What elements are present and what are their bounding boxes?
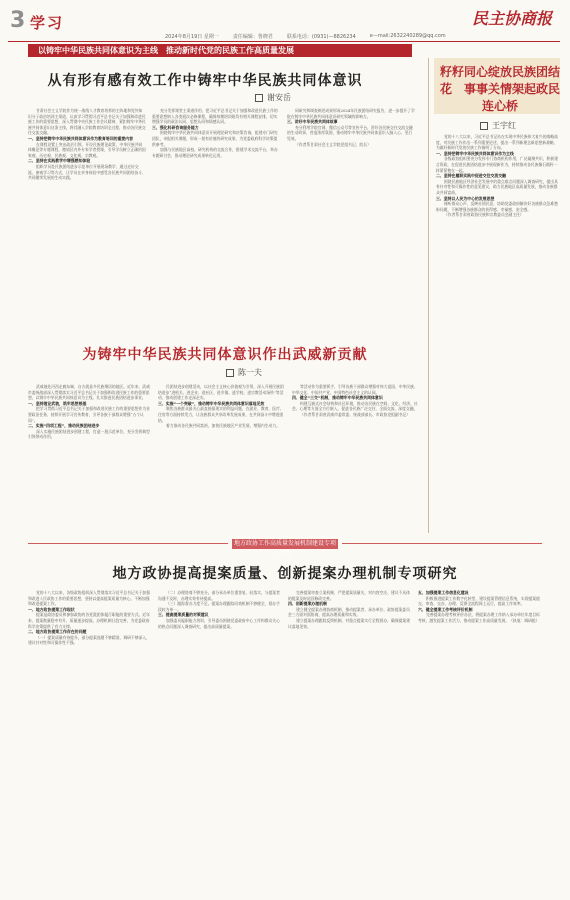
article1-author: 谢安岳	[267, 93, 291, 102]
body-paragraph: （三）跟踪督办力度不足。提案办理跟踪问效机制不够健全，督办手段较为单一。	[158, 601, 280, 612]
body-paragraph: 武威地处河西走廊东端，自古就是多民族聚居的地区。近年来，武威市委统战部深入贯彻落实习近平总书记关于加强和改进民族工作的重要思想，以铸牢中华民族共同体意识为主线，扎实推进民族团结进步事业。	[28, 384, 150, 401]
section-name: 学习	[30, 14, 65, 32]
body-paragraph: 构建互嵌式社会结构和社区环境，推动各民族在空间、文化、经济、社会、心理等方面全方位嵌入，促进各民族广泛交往、全面交流、深度交融。	[292, 400, 418, 412]
body-paragraph: 党的十八大以来，各级政协组织深入贯彻落实习近平总书记关于加强和改进人民政协工作的重要思想，坚持以提高提案质量为核心，不断加强和改进提案工作。	[28, 590, 150, 607]
article3-col3	[288, 590, 412, 890]
body-paragraph: 建立健全提案办理协商机制，推动提案者、承办单位、政协提案委员会三方面对面协商，提高办理质量和实效。	[288, 606, 410, 618]
section-heading: 一、地方政协提案工作现状	[28, 606, 75, 612]
byline-square-icon	[480, 122, 488, 130]
phone: 联系电话：(0931)—8826234	[286, 34, 356, 40]
article1-col2	[152, 108, 280, 336]
body-paragraph: 完善提案审查立案机制，严把提案质量关，对内容空泛、建议不具体的提案及时退回修改完善。	[288, 590, 410, 601]
byline-square-icon	[226, 369, 234, 377]
byline-square-icon	[255, 94, 263, 102]
body-paragraph: 围绕铸牢中华民族共同体意识开展理论研究和决策咨询，组建专门研究团队，申报相关课题，形成一批有价值的研究成果，为党委政府科学决策提供参考。	[152, 130, 278, 147]
body-paragraph: （作者系甘肃省政协民族和宗教委员会副主任）	[444, 212, 524, 218]
body-paragraph: 组织学员赴民族团结进步示范单位开展现场教学，通过走访交流、参观学习等方式，让学员在亲身体验中感受各民族共同团结奋斗、共同繁荣发展的生动实践。	[28, 163, 146, 181]
section-heading: 三、强化科研咨询服务能力	[152, 124, 199, 130]
article1-byline	[255, 92, 291, 103]
article3-col2	[158, 590, 282, 890]
body-paragraph: （一）提案质量有待提升。部分提案选题不够精准，调研不够深入，建议针对性和可操作性不强。	[28, 634, 150, 646]
topic-banner: 以铸牢中华民族共同体意识为主线 推动新时代党的民族工作高质量发展	[28, 44, 412, 57]
page-number: 3	[10, 8, 26, 33]
article2-byline	[226, 367, 262, 378]
body-paragraph: 加强与民族地区高校、研究机构的交流合作，搭建学术交流平台，举办专题研讨会，推动理论研究成果转化运用。	[152, 147, 278, 158]
article2-col2	[158, 384, 286, 532]
sidebar-title: 籽籽同心绽放民族团结花 事事关情架起政民连心桥	[440, 65, 561, 113]
section-heading: 二、坚持在实践教学中增强感知体验	[28, 158, 91, 164]
article2-col3	[292, 384, 420, 532]
sidebar-body	[436, 134, 560, 532]
band-rule-left	[28, 543, 228, 544]
body-paragraph: 党的十八大以来，习近平总书记站在实现中华民族伟大复兴的战略高度，对民族工作作出一系列重要论述，提出一系列新理念新思想新战略，为做好新时代党的民族工作指明了方向。	[436, 134, 558, 151]
article1-col1	[28, 108, 146, 336]
section-heading: 三、提高提案质量的对策建议	[158, 612, 209, 618]
body-paragraph: 充分发挥课堂主渠道作用，把习近平总书记关于加强和改进民族工作的重要思想纳入各类班次必修课程，确保每期培训班均有相关课程安排，切实增强学员的政治认同、思想认同和情感认同。	[152, 108, 278, 125]
masthead-logo: 民主协商报	[471, 9, 552, 28]
header-rule	[8, 41, 560, 42]
body-paragraph: 甘肃社会主义学院作为统一战线人才教育培养的主阵地和党外知识分子政治培训主渠道，认真学习贯彻习近平总书记关于加强和改进民族工作的重要思想，深入贯彻中央民族工作会议精神，紧扣铸牢中华民族共同体意识这条主线，将其融入学院教育培训全过程，推动各民族交往交流交融。	[28, 108, 146, 136]
meta-bar	[165, 33, 540, 40]
section-heading: 二、坚持在履职实践中促进交往交流交融	[436, 173, 507, 179]
body-paragraph: 完善提案办理考核评价办法，将提案办理工作纳入承办单位年度目标考核，激发提案工作活力，推动提案工作高质量发展。（执笔：调研组）	[418, 612, 540, 623]
article3-col4	[418, 590, 542, 890]
column-divider	[428, 58, 429, 533]
body-paragraph: 等活动作为重要抓手，引导各族干部群众增强对伟大祖国、中华民族、中华文化、中国共产党、中国特色社会主义的认同。	[292, 384, 418, 395]
page-header	[0, 0, 570, 42]
body-paragraph: 积极推进提案工作数字化转型，建设提案管理信息系统，实现提案提交、审查、交办、办理、反馈全流程网上运行，提高工作效率。	[418, 595, 540, 607]
section-heading: 一、坚持把铸牢中华民族共同体意识作为教育培训的重要内容	[28, 135, 134, 141]
article2-col1	[28, 384, 152, 532]
body-paragraph: 围绕民族地区经济社会发展中的重点难点问题深入调查研究，提出具有针对性和可操作性的意见建议，助力民族地区高质量发展，推动各族群众共同富裕。	[436, 178, 558, 195]
article1-col3	[287, 108, 415, 336]
sidebar-author: 王宇红	[492, 121, 516, 130]
sidebar-byline	[480, 120, 516, 131]
email: e—mail:2632240289@qq.com	[369, 33, 446, 39]
article1-title: 从有形有感有效工作中铸牢中华民族共同体意识	[47, 73, 363, 89]
body-paragraph: 同研究和调查阐述成果形成2024年民族团结研究报告，进一步提升了学院在铸牢中华民族共同体意识研究领域的影响力。	[287, 108, 415, 119]
body-paragraph: 把学习贯彻习近平总书记关于加强和改进民族工作的重要思想作为首要政治任务，持续开展学习宣传教育，引导各族干部群众增强“五个认同”。	[28, 406, 150, 423]
body-paragraph: 建立提案办理跟踪反馈机制，对重点提案实行全程督办，确保提案建议落地见效。	[288, 617, 410, 629]
body-paragraph: （作者系甘肃社会主义学院党组书记、院长）	[295, 141, 371, 147]
article3-band: 地方政协工作高质量发展机制建设专项研究	[233, 540, 336, 557]
body-paragraph: 充分利用学院官网、微信公众号等宣传平台，讲好各民族交往交流交融的生动故事，营造浓厚氛围，推动铸牢中华民族共同体意识入脑入心、见行见效。	[287, 124, 413, 141]
body-paragraph: 加强委员履职能力培训，引导委员围绕党委政府中心工作和群众关心的热点问题深入调查研究，提出高质量提案。	[158, 617, 280, 629]
article3-title: 地方政协提高提案质量、创新提案办理机制专项研究	[112, 566, 458, 582]
section-heading: 五、加强提案工作信息化建设	[418, 590, 469, 595]
band-rule-right	[342, 543, 542, 544]
body-paragraph: （二）办理协商不够充分。部分承办单位重答复、轻落实，与提案者沟通不及时，办理实效有待提高。	[158, 590, 280, 601]
body-paragraph: （作者系甘肃省武威市委常委、统战部部长、市政协党组副书记）	[300, 411, 411, 417]
body-paragraph: 深入实施民族团结进步创建工程，打造一批示范单位，充分发挥典型引领带动作用。	[28, 428, 150, 440]
section-heading: 二、实施“四项工程”，推动民族团结进步	[28, 423, 100, 429]
editor: 责任编辑：鲁晓君	[232, 34, 273, 40]
body-paragraph: 着力推动各民族共同富裕，加快民族地区产业发展，增强内生动力。	[166, 423, 280, 429]
body-paragraph: 各级政协组织要充分发挥专门协商机构作用，广泛凝聚共识，积极建言资政，在促进民族团结进步中展现新作为，持续推动各民族像石榴籽一样紧紧抱在一起。	[436, 156, 558, 173]
body-paragraph: 民团结进步创建活动，以社会主义核心价值观为引领，深入开展民族团结进步“进机关、进企业、进社区、进乡镇、进学校、进宗教活动场所”等活动，推动创建工作走深走实。	[158, 384, 284, 401]
section-heading: 三、讲好中华民族共同体故事	[287, 119, 338, 125]
section-heading: 二、地方政协提案工作存在的问题	[28, 629, 87, 635]
body-paragraph: 在课程设置上突出政治引领，开设民族理论政策、中华民族共同体概论等专题课程，邀请区内外专家学者授课，引导学员树立正确的国家观、历史观、民族观、文化观、宗教观。	[28, 141, 146, 158]
body-paragraph: 聚焦各族群众最关心最直接最现实的利益问题，在就业、教育、医疗、住房等方面持续发力，让各族群众共享改革发展成果，在共同奋斗中增进团结。	[158, 406, 284, 423]
section-heading: 三、实施“一个突破”，推动铸牢中华民族共同体意识落地见效	[158, 400, 265, 406]
section-heading: 三、坚持以人民为中心的发展思想	[436, 195, 495, 201]
section-heading: 四、创新提案办理机制	[288, 601, 327, 607]
section-heading: 四、健全“三交”机制，推动铸牢中华民族共同体意识	[292, 395, 383, 401]
article3-col1	[28, 590, 152, 890]
section-heading: 一、坚持理论武装，筑牢思想根基	[28, 400, 87, 406]
section-heading: 一、坚持把铸牢中华民族共同体意识作为主线	[436, 150, 514, 156]
article2-title: 为铸牢中华民族共同体意识作出武威新贡献	[82, 347, 368, 363]
body-paragraph: 提案是政协委员和参加政协的各党派团体履行职能的重要方式。近年来，提案数量稳中有升，质量逐步提高，办理机制日趋完善，为党委政府科学决策提供了有力支撑。	[28, 612, 150, 629]
article2-author: 陈一夫	[238, 368, 262, 377]
section-heading: 六、健全提案工作考核评价机制	[418, 606, 473, 612]
issue-date: 2024年8月19日 星期一	[165, 34, 219, 40]
body-paragraph: 倾听群众心声，反映社情民意，协助党委政府解决好各族群众急难愁盼问题，不断增强各族群众的获得感、幸福感、安全感。	[436, 201, 558, 212]
